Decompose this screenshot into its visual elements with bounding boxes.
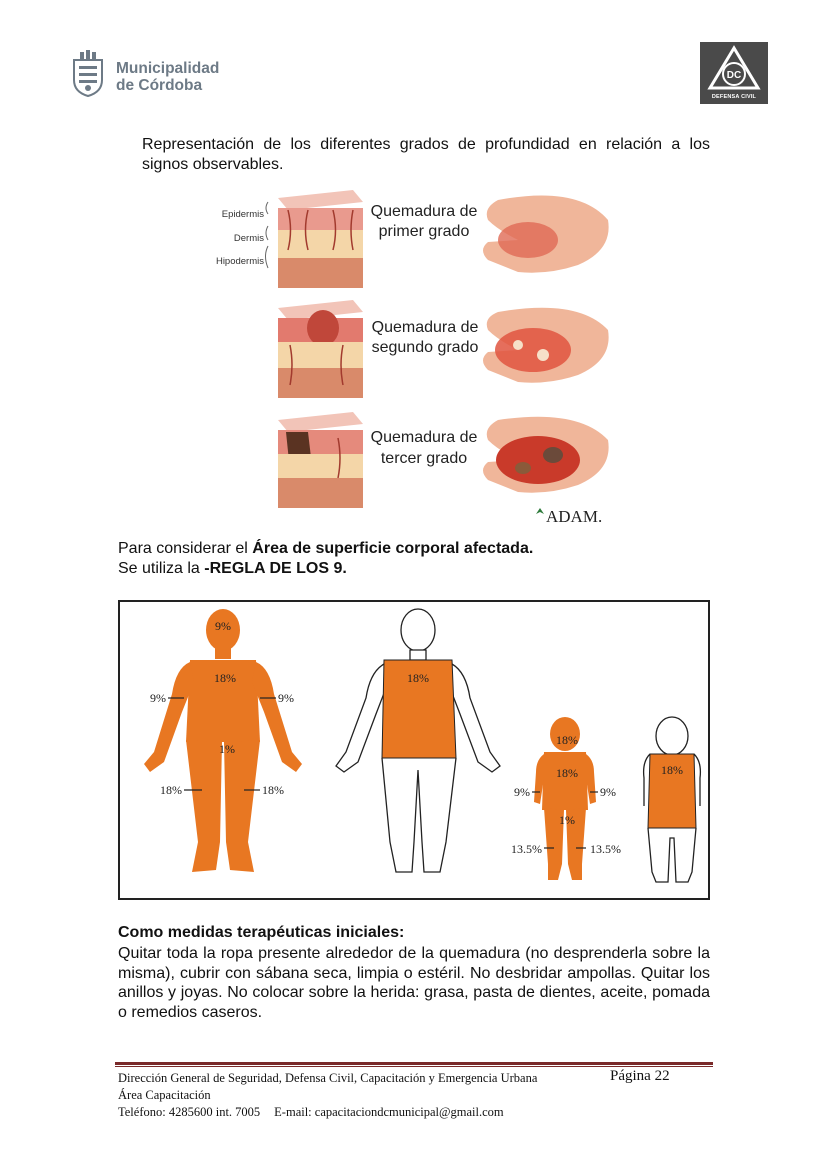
hand-second-degree — [483, 308, 609, 383]
footer-email: E-mail: capacitaciondcmunicipal@gmail.com — [274, 1105, 504, 1119]
percent-label: 18% — [262, 783, 284, 797]
burn-caption-line2: primer grado — [378, 223, 470, 240]
percent-label: 18% — [556, 733, 578, 747]
percent-label: 9% — [215, 619, 231, 633]
percent-label: 1% — [219, 742, 235, 756]
child-back-figure — [644, 717, 701, 882]
percent-label: 9% — [600, 785, 616, 799]
footer-rule — [115, 1062, 713, 1065]
hand-third-degree — [483, 417, 609, 493]
defensa-civil-logo — [700, 42, 768, 104]
badge-text: DC — [726, 70, 742, 81]
defensa-civil-emblem-icon — [700, 42, 768, 94]
org-name-line2: de Córdoba — [116, 77, 203, 94]
lead-line1-bold: Área de superficie corporal afectada. — [252, 540, 534, 557]
rule-intro — [118, 539, 718, 579]
percent-label: 18% — [556, 766, 578, 780]
footer-phone: Teléfono: 4285600 int. 7005 — [118, 1105, 261, 1119]
percent-label: 18% — [160, 783, 182, 797]
layer-label: Hipodermis — [215, 256, 264, 267]
rule-of-nines-figure — [118, 600, 710, 900]
intro-paragraph: Representación de los diferentes grados de profundidad en relación a los signos observables. — [142, 136, 710, 173]
burn-degrees-figure — [198, 180, 638, 530]
layer-label: Dermis — [233, 233, 264, 244]
burn-caption-line1: Quemadura de — [371, 319, 479, 336]
percent-label: 9% — [150, 691, 166, 705]
layer-label: Epidermis — [221, 209, 264, 220]
adam-credit: ADAM. — [546, 507, 603, 526]
adam-leaf-icon — [536, 508, 544, 514]
adult-front-figure — [144, 609, 302, 872]
burn-caption-line2: tercer grado — [380, 450, 468, 467]
burn-caption-line2: segundo grado — [371, 339, 479, 356]
percent-label: 18% — [661, 763, 683, 777]
burn-caption-line1: Quemadura de — [370, 203, 478, 220]
lead-line1-prefix: Para considerar el — [118, 540, 253, 557]
percent-label: 13.5% — [590, 842, 621, 856]
adult-back-figure — [336, 609, 500, 872]
skin-block-second-degree — [278, 300, 363, 398]
page-number: Página 22 — [610, 1068, 670, 1084]
percent-label: 18% — [407, 671, 429, 685]
city-crest-icon — [68, 50, 108, 98]
footer — [118, 1070, 718, 1121]
lead-line2-bold: -REGLA DE LOS 9. — [204, 560, 347, 577]
municipality-logo — [68, 50, 238, 100]
org-name-line1: Municipalidad — [116, 60, 220, 77]
percent-label: 18% — [214, 671, 236, 685]
measures-heading: Como medidas terapéuticas iniciales: — [118, 924, 405, 941]
lead-line2-prefix: Se utiliza la — [118, 560, 205, 577]
footer-line2: Área Capacitación — [118, 1088, 211, 1102]
footer-rule-thin — [115, 1066, 713, 1067]
footer-line1: Dirección General de Seguridad, Defensa Civil, Capacitación y Emergencia Urbana — [118, 1071, 538, 1085]
percent-label: 13.5% — [511, 842, 542, 856]
percent-label: 9% — [514, 785, 530, 799]
percent-label: 1% — [559, 813, 575, 827]
measures-text: Quitar toda la ropa presente alrededor de la quemadura (no desprenderla sobre la misma), cubrir con sábana seca, limpia o estéril. No desbridar ampollas. Quitar los anillos y joyas. No colocar sobre la herida: grasa, pasta de dientes, aceite, pomada o remedios caseros. — [118, 945, 710, 1021]
skin-block-third-degree — [278, 412, 363, 508]
percent-label: 9% — [278, 691, 294, 705]
skin-block-first-degree — [278, 190, 363, 288]
hand-first-degree — [483, 196, 609, 273]
badge-caption: DEFENSA CIVIL — [711, 94, 757, 100]
burn-caption-line1: Quemadura de — [370, 429, 478, 446]
